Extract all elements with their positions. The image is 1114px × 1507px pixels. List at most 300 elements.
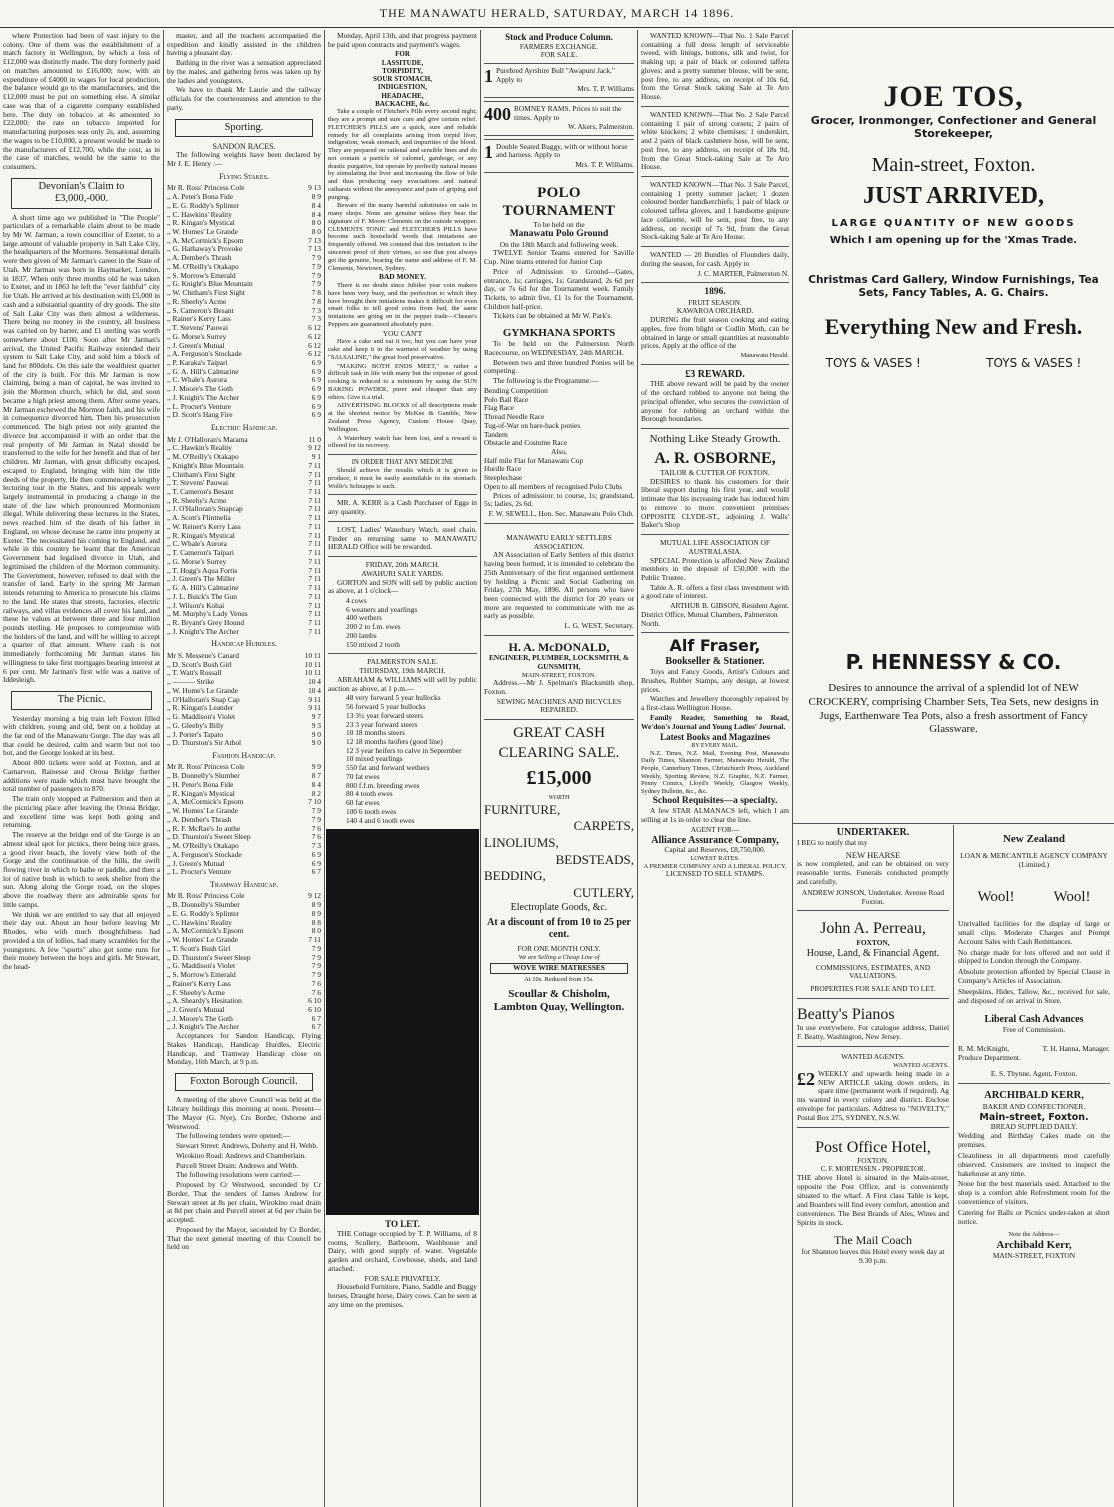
joe-toys-left: TOYS & VASES ! bbox=[825, 355, 921, 370]
column-3 bbox=[325, 30, 480, 1507]
sale-location: Lambton Quay, Wellington. bbox=[493, 1000, 625, 1013]
ad-paragraph: Wedding and Birthday Cakes made on the premises. bbox=[958, 1131, 1110, 1149]
horse-weight: 7 6 bbox=[311, 978, 321, 988]
horse-name: ,, G. Hathaway's Provoke bbox=[167, 244, 243, 254]
sale-item: 200 2 to f.m. ewes bbox=[346, 622, 401, 632]
ad-number: 1 bbox=[484, 66, 493, 87]
article-paragraph: The reserve at the bridge end of the Gorge is an almost ideal spot for picnics, there being nice grass, a good river beach, the lovely view both of the Gorge and the continuation of the hills, the swift flowing river in which to bathe or paddle, and then a lot of native bush in which to seek shelter from the sun. Along along the Gorge road, on the slopes above the roadway there are admirable spots for little camps. bbox=[3, 830, 160, 909]
ad-number: 1 bbox=[484, 141, 493, 162]
divider bbox=[797, 1127, 949, 1128]
horse-weight: 8 4 bbox=[311, 209, 321, 219]
sub-heading: COMMISSIONS, ESTIMATES, AND VALUATIONS. bbox=[815, 962, 931, 981]
section-heading: Stock and Produce Column. bbox=[505, 32, 613, 42]
ailment: SOUR STOMACH, bbox=[373, 75, 432, 84]
hotel-title: Post Office Hotel, bbox=[815, 1138, 931, 1156]
ad-signature: W. Akers, Palmerston. bbox=[567, 121, 634, 131]
column-2 bbox=[164, 30, 324, 1507]
horse-weight: 7 11 bbox=[308, 609, 321, 619]
horse-weight: 8 0 bbox=[311, 926, 321, 936]
joe-toys bbox=[793, 356, 1114, 370]
sub-heading: FARMERS EXCHANGE. bbox=[519, 41, 599, 51]
race-list bbox=[167, 436, 321, 637]
horse-name: ,, W. Reiner's Kerry Lass bbox=[167, 521, 241, 531]
horse-weight: 7 11 bbox=[308, 548, 321, 558]
horse-name: ,, J. Knight's The Archer bbox=[167, 1022, 240, 1032]
ad-paragraph: Absolute protection afforded by Special Clause in Company's Articles of Association. bbox=[958, 967, 1110, 986]
horse-weight: 7 11 bbox=[308, 495, 321, 505]
divider bbox=[958, 1083, 1110, 1084]
horse-name: ,, T. Stevens' Pauwai bbox=[167, 323, 228, 333]
sale-line: We are Selling a Cheap Line of bbox=[518, 953, 600, 961]
horse-weight: 7 11 bbox=[308, 565, 321, 575]
nz-title: New Zealand bbox=[1002, 833, 1066, 845]
race-list bbox=[167, 763, 321, 877]
horse-weight: 7 3 bbox=[311, 314, 321, 324]
horse-weight: 9 12 bbox=[308, 443, 321, 453]
horse-weight: 8 0 bbox=[311, 218, 321, 228]
sale-good: CARPETS, bbox=[573, 818, 634, 834]
ad-block bbox=[484, 101, 634, 136]
ad-paragraph: THE above Hotel is situated in the Main-street, opposite the Post Office, and is conveniently situated to the wharf. A First class Table is kept, and Boarders will find every comfort, attention and convenience. The Best Brands of Ales, Wines and Spirits in stock. bbox=[797, 1173, 949, 1227]
horse-weight: 8 9 bbox=[311, 192, 321, 202]
horse-name: ,, J. Moore's The Goth bbox=[167, 1013, 233, 1023]
event-item: Hurdle Race bbox=[484, 464, 522, 474]
gymkhana-title: GYMKHANA SPORTS bbox=[502, 327, 616, 340]
horse-name: ,, E. G. Roddy's Splinter bbox=[167, 200, 239, 210]
divider bbox=[328, 454, 477, 455]
divider bbox=[328, 653, 477, 654]
column-6 bbox=[793, 825, 953, 1507]
event-list bbox=[484, 387, 634, 492]
horse-weight: 8 4 bbox=[311, 200, 321, 210]
sale-date: FRIDAY, 20th MARCH. bbox=[365, 560, 440, 570]
horse-name: Mr R. Ross' Princess Cole bbox=[167, 762, 245, 772]
sale-item: 13 3½ year forward steers bbox=[346, 710, 423, 720]
event-item: Tandem bbox=[484, 429, 508, 439]
ad-paragraph: Toys and Fancy Goods, Artist's Colours and Brushes, Rubber Stamps, any design, at lowest prices. bbox=[641, 667, 789, 694]
race-list bbox=[167, 184, 321, 420]
sale-good: BEDDING, bbox=[484, 868, 546, 884]
sub-heading: SEWING MACHINES AND BICYCLES REPAIRED. bbox=[496, 696, 622, 715]
ad-paragraph: Watches and Jewellery thoroughly repaired by a first-class Wellington House. bbox=[641, 694, 789, 713]
ad-signature: Mrs. T. P. Williams. bbox=[575, 159, 634, 169]
horse-weight: 7 11 bbox=[308, 478, 321, 488]
horse-weight: 9 1 bbox=[311, 452, 321, 462]
horse-name: Mr R. Ross' Princess Cole bbox=[167, 891, 245, 901]
joe-name: JOE TOS, bbox=[883, 80, 1024, 113]
ad-paragraph: Household Furniture, Piano, Saddle and Buggy horses, Draught horse, Dairy cows. Can be seen at any time on the premises. bbox=[328, 1282, 477, 1309]
article-paragraph: A short time ago we published in "The People" particulars of a remarkable claim about to be made by Mr W. Jarman, a town councillor of Exeter, to a large amount of valuable property in Salt Lake City, the headquarters of the Mormons. Sensational details were then given of Mr Jarman's career in the State of Utah. Mr Jarman was born in Haymarket, London, in 1837. When only three months old he was taken to Exeter, and in 1863 he left the "ever faithful" city for Utah. He arrived at his destination with £5,000 in cash and a substantial quantity of dry goods. The site of Salt Lake City was then almost a wilderness. There being no money in the country, all business was carried on by barter, and £1 sterling was worth somewhere about £100. Soon after Mr Jarman's arrival, the United Pacific Railway extended their system to Salt Lake City, and sold him a block of land for 800dols. On this sale the wealthiest quarter of the city is built. For this Mr Jarman is now claiming, being a man of capital, he was invited to join the Mormon church, which he did, and soon became a high priest among them. After some years, Mr Jarman eschewed the Mormon faith, and his wife in consequence divorced him. Then his prosecution commenced. The high priest not only granted the divorce but accompanied it with an order that the real property of Mr Jarman in Natal should be transferred to the wife for her benefit and that of her children. Mr Jarman, with great difficulty escaped, escaped to England, bringing with him the title deeds of the property. He then commenced a lengthy lecturing tour in the States, and his appeals were largely instrumental in producing a change in the state of the law which pronounced Mormonism illegal. While delivering these lectures in the States, news reached him of the death of his father in England, on whose decease he came into property at Exeter. The necessitated his coming to England, and while in this country he learnt that the American Government had legalised divorce in Utah, and legitimised the children of the Mormon community. The Government, however, refused to deal with the transfer of land. Early in the spring Mr Jarman intends returning to America to prosecute his claims to the land. He states that streets, factories, electric railways, and villas evidences all cover his land, and these he values at between three and four million pounds sterling. He proposes to compromise with the holders of the land, and will be willing to accept a quarter of that amount. Where cash is not immediately forthcoming Mr Jarman states his willingness to take first mortgages bearing interest at 6 per cent. Mr Jarman's first wife was a native of Iddesleigh. bbox=[3, 212, 161, 685]
redacted-block bbox=[326, 829, 479, 1215]
horse-name: ,, R. Kingan's Mystical bbox=[167, 530, 235, 540]
sale-items bbox=[328, 597, 477, 649]
horse-weight: 7 9 bbox=[311, 261, 321, 271]
horse-weight: 7 9 bbox=[311, 961, 321, 971]
sub-heading: MANAWATU EARLY SETTLERS ASSOCIATION. bbox=[506, 532, 612, 551]
ailments-list bbox=[328, 59, 477, 109]
horse-name: ,, A. Scott's Flintnelia bbox=[167, 513, 231, 523]
sub-heading: Latest Books and Magazines bbox=[660, 732, 770, 743]
horse-name: ,, W. Chitham's First Sight bbox=[167, 288, 245, 298]
horse-weight: 6 9 bbox=[311, 375, 321, 385]
reward-heading: £3 REWARD. bbox=[685, 368, 745, 380]
sale-item: 4 cows bbox=[346, 596, 367, 605]
race-title: Electric Handicap. bbox=[210, 423, 278, 433]
article-paragraph: where Protection had been of vast injury to the colony. One of them was the establishment of a match factory in Wellington, by which a loss of £12,000 was distinctly made. The duty formerly paid on matches amounted to £16,000; now, with an expenditure of £4000 in wages for local production, the balance would go to the manufacturers, and the £12,000 must be put on something else. A similar case was that of a cigarette company established here. The duty on tobacco at 4s amounted to £22,000; the rate on tobacco imported for manufacturing purposes was only 2s, and, assuming the wages to be £10,000, a present would be made to the manufacturers of £12,700, while the cost, as in the case of matches, would be the same to the consumers. bbox=[3, 31, 160, 172]
horse-weight: 6 9 bbox=[311, 849, 321, 859]
joe-street: Main-street, Foxton. bbox=[871, 154, 1036, 177]
horse-weight: 7 11 bbox=[308, 556, 321, 566]
horse-weight: 7 11 bbox=[308, 935, 321, 945]
event-item: Polo Ball Race bbox=[484, 394, 529, 404]
sub-heading: WANTED AGENTS. bbox=[893, 1061, 949, 1069]
ad-paragraph: "MAKING BOTH ENDS MEET," is rather a difficult task in life with many but the expense of good cooking is reduced to a minimum by using the SUN BAKING POWDER, purer and cheaper than any others. Give it a trial. bbox=[328, 362, 477, 401]
article-paragraph: Proposed by the Mayor, seconded by Cr Border, That the next general meeting of this Council be held on bbox=[167, 1224, 321, 1252]
ad-heading: BAD MONEY. bbox=[379, 272, 426, 282]
sale-good: CUTLERY, bbox=[573, 884, 634, 900]
ad-signature: Mrs. T. P. Williams bbox=[577, 84, 634, 94]
ad-heading: TO LET. bbox=[385, 1219, 420, 1230]
beatty-title: Beatty's Pianos bbox=[797, 1006, 895, 1024]
masthead: THE MANAWATU HERALD, SATURDAY, MARCH 14 1896. bbox=[0, 0, 1114, 28]
horse-weight: 6 12 bbox=[308, 323, 321, 333]
divider bbox=[328, 521, 477, 522]
horse-weight: 6 7 bbox=[311, 1013, 321, 1023]
horse-name: ,, J. Wilson's Kohai bbox=[167, 600, 225, 610]
sub-heading: FOXTON, bbox=[856, 937, 890, 947]
horse-name: ,, ——— Strike bbox=[167, 677, 215, 687]
kerr-title: ARCHIBALD KERR, bbox=[984, 1090, 1084, 1102]
race-list bbox=[167, 652, 321, 748]
horse-weight: 6 9 bbox=[311, 366, 321, 376]
ad-text: Double Seated Buggy, with or without horse and harness. Apply to bbox=[496, 141, 628, 160]
race-title: Flying Stakes. bbox=[219, 171, 269, 181]
horse-weight: 7 9 bbox=[311, 270, 321, 280]
sub-heading: PROPERTIES FOR SALE AND TO LET. bbox=[810, 984, 936, 994]
divider bbox=[484, 635, 634, 636]
horse-name: ,, T. Hogg's Aqua Fortis bbox=[167, 565, 238, 575]
horse-name: ,, R. Kingan's Leander bbox=[167, 703, 234, 713]
race-title: Fashion Handicap. bbox=[212, 751, 276, 760]
horse-name: ,, G. Knight's Blue Mountain bbox=[167, 279, 253, 289]
horse-name: ,, C. Hawkins' Reality bbox=[167, 209, 232, 219]
horse-name: ,, G. A. Hill's Calmarine bbox=[167, 366, 239, 376]
ad-paragraph: Should achieve the results which it is given to produce, it must be easily assimilable to the stomach. Wolfe's Schnapps is such. bbox=[328, 467, 477, 490]
horse-name: ,, J. Green's Mutual bbox=[167, 1004, 225, 1014]
sale-item: 80 4 tooth ewes bbox=[346, 789, 393, 799]
ad-paragraph: There is no doubt since Jubilee year coin makers have been very busy, and the perfection to which they have brought their imitations makes it difficult for even smart folks to tell good coins from bad, the same imitations are going on in the pepper trade—Chease's Peppers are guaranteed absolutely pure. bbox=[328, 282, 477, 328]
race-entry bbox=[167, 739, 321, 748]
sale-items bbox=[328, 694, 477, 825]
divider bbox=[328, 556, 477, 557]
horse-name: ,, B. Donnelly's Slumber bbox=[167, 900, 240, 910]
ad-paragraph: The following is the Programme:— bbox=[493, 376, 599, 386]
sale-item: 140 4 and 6 tooth ewes bbox=[346, 815, 415, 825]
article-heading: Sporting. bbox=[175, 119, 313, 137]
horse-name: ,, D. Thurston's Sir Athol bbox=[167, 738, 242, 748]
horse-weight: 9 11 bbox=[308, 694, 321, 704]
horse-weight: 9 12 bbox=[308, 891, 321, 901]
liberal-title: Liberal Cash Advances bbox=[984, 1013, 1084, 1025]
article-paragraph: We have to thank Mr Laurie and the railway officials for the courteousness and attention to the party. bbox=[167, 85, 321, 112]
sub-heading: BAKER AND CONFECTIONER. bbox=[982, 1101, 1086, 1111]
horse-name: ,, A. Ferguson's Stockade bbox=[167, 349, 242, 359]
horse-name: ,, E. G. Roddy's Splinter bbox=[167, 908, 239, 918]
column-7 bbox=[954, 825, 1114, 1507]
ad-paragraph: DURING the fruit season cooking and eating apples, free from blight or Codlin Moth, can be obtained in large or small quantities at reasonable prices. Apply at the office of the bbox=[641, 315, 789, 351]
sale-title: PALMERSTON SALE. bbox=[367, 657, 438, 667]
horse-weight: 7 9 bbox=[311, 279, 321, 289]
horse-name: ,, W. Homes' Le Grande bbox=[167, 806, 238, 816]
hennessy-name: P. HENNESSY & CO. bbox=[845, 650, 1062, 674]
ad-paragraph: Tickets can be obtained at Mr W. Park's. bbox=[493, 311, 613, 321]
horse-name: ,, J. Green's The Miller bbox=[167, 574, 235, 584]
sale-item: 400 wethers bbox=[346, 613, 382, 623]
ad-signature: ANDREW JONSON, Undertaker. Avenue Road Foxton. bbox=[801, 887, 945, 906]
horse-name: ,, J. Green's Mutual bbox=[167, 858, 225, 868]
horse-weight: 7 10 bbox=[308, 797, 321, 807]
sub-heading: Free of Commission. bbox=[1002, 1024, 1066, 1034]
sale-date: THURSDAY, 19th MARCH. bbox=[359, 666, 446, 676]
ad-signature: ARTHUR B. GIBSON, Resident Agent. bbox=[670, 601, 789, 611]
horse-name: ,, J. Knight's The Archer bbox=[167, 626, 240, 636]
sub-heading: ENGINEER, PLUMBER, LOCKSMITH, & GUNSMITH, bbox=[488, 653, 630, 671]
joe-toys-right: TOYS & VASES ! bbox=[986, 355, 1082, 370]
horse-name: ,, C. Whale's Aurora bbox=[167, 539, 227, 549]
divider bbox=[641, 428, 789, 429]
horse-weight: 9 7 bbox=[311, 712, 321, 722]
horse-name: ,, G. Gleeby's Billy bbox=[167, 720, 224, 730]
horse-weight: 7 11 bbox=[308, 574, 321, 584]
ad-paragraph: Beware of the many harmful substitutes on sale in many shops. None are genuine unless they bear the signature of F. Moore Clements on the outside wrapper. CLEMENTS TONIC and FLETCHER'S PILLS have become such household words that imitations are frequently offered. We contend that this imitation is the sincerest proof of their virtues, so see that you always get the genuine, bearing the name and address of F. M. Clements, Newtown, Sydney. bbox=[328, 202, 477, 272]
horse-name: ,, D. Thurston's Sweet Sleep bbox=[167, 952, 251, 962]
sale-item: 12 18 months heifers (good line) bbox=[346, 737, 443, 747]
divider bbox=[484, 523, 634, 524]
sale-good: FURNITURE, bbox=[484, 801, 561, 817]
event-item: Obstacle and Costume Race bbox=[484, 438, 568, 448]
ad-paragraph: MR. A. KERR is a Cash Purchaser of Eggs in any quantity. bbox=[328, 498, 477, 517]
ad-paragraph: WANTED KNOWN—That No. 1 Sale Parcel containing a full dress length of serviceable tweed, with linings, buttons, silk and twist, for making up; a pair of black or coloured taffeta gloves; and a pretty summer blouse, will be sent, post free, to any address, on receipt of 10s 6d, from the Great Stock taking Sale at Te Aro House. bbox=[641, 31, 789, 102]
sale-item: 56 forward 5 year bullocks bbox=[346, 702, 426, 712]
article-paragraph: Stewart Street: Andrews, Doherty and H. Webb. bbox=[176, 1141, 318, 1151]
column-4 bbox=[481, 30, 637, 1507]
fraser-title: Alf Fraser, bbox=[669, 636, 761, 656]
horse-weight: 6 12 bbox=[308, 349, 321, 359]
polo-sub: To be held on the bbox=[533, 219, 585, 229]
ad-paragraph: Address.—Mr J. Spelman's Blacksmith shop, Foxton. bbox=[484, 678, 634, 696]
horse-weight: 6 10 bbox=[308, 996, 321, 1006]
horse-weight: 7 11 bbox=[308, 600, 321, 610]
ad-signature: J. C. MARTER, Palmerston N. bbox=[697, 268, 789, 278]
sub-heading: KAWAROA ORCHARD. bbox=[676, 306, 754, 316]
horse-name: ,, A. Ferguson's Stockade bbox=[167, 849, 242, 859]
fraser-sub: Bookseller & Stationer. bbox=[665, 656, 765, 668]
horse-weight: 6 9 bbox=[311, 358, 321, 368]
ad-paragraph: Family Reader, Something to Read, We'don's Journal and Young Ladies' Journal. bbox=[641, 712, 789, 731]
sub-heading: Main-street, Foxton. bbox=[979, 1111, 1089, 1123]
sale-item: 23 3 year forward steers bbox=[346, 719, 418, 729]
ad-heading: FOR SALE PRIVATELY. bbox=[364, 1273, 441, 1283]
horse-name: Mr S. Messene's Canard bbox=[167, 650, 239, 660]
race-entry bbox=[167, 868, 321, 877]
horse-weight: 7 8 bbox=[311, 296, 321, 306]
ad-paragraph: WANTED — 20 Bundles of Flounders daily, during the season, for cash. Apply to bbox=[641, 250, 789, 268]
sub-heading: LOWEST RATES. bbox=[690, 855, 740, 863]
sub-heading: FRUIT SEASON. bbox=[688, 297, 742, 307]
horse-weight: 7 11 bbox=[308, 539, 321, 549]
sub-heading: FOR SALE. bbox=[540, 50, 578, 60]
horse-name: ,, G. A. Hill's Calmarine bbox=[167, 583, 239, 593]
agents-amount: £2 bbox=[797, 1068, 815, 1089]
article-heading: Devonian's Claim to £3,000,-000. bbox=[11, 178, 152, 209]
horse-name: ,, A. Dember's Thrash bbox=[167, 253, 232, 263]
ad-heading: IN ORDER THAT ANY MEDICINE bbox=[351, 459, 454, 467]
manager-left: R. M. McKnight, Produce Department. bbox=[958, 1043, 1021, 1062]
horse-name: ,, C. Whale's Aurora bbox=[167, 375, 227, 385]
divider bbox=[793, 823, 1114, 824]
horse-weight: 9 9 bbox=[311, 762, 321, 772]
divider bbox=[641, 176, 789, 177]
joe-tos-ad bbox=[793, 80, 1114, 370]
joe-everything: Everything New and Fresh. bbox=[824, 313, 1083, 339]
sale-signature: Scoullar & Chisholm, bbox=[508, 987, 610, 1000]
horse-weight: 7 6 bbox=[311, 987, 321, 997]
ad-paragraph: Have a cake and eat it too, but you can have your cake and keep it in the warmest of weather by using "SALSALINE," the great food preservative. bbox=[328, 338, 477, 361]
ad-number: 400 bbox=[484, 103, 511, 124]
horse-weight: 7 11 bbox=[308, 504, 321, 514]
divider bbox=[797, 910, 949, 911]
ad-paragraph: THE Cottage occupied by T. P. Williams, of 8 rooms, Scullery, Bathroom, Washhouse and Dairy, with good supply of water. Vegetable garden and orchard, Cowhouse, sheds, and land attached. bbox=[328, 1228, 477, 1273]
horse-name: ,, R. Bryant's Grey Hound bbox=[167, 618, 245, 628]
ad-paragraph: Unrivalled facilities for the display of large or small clips. Moderate Charges and Prompt Account Sales with Cash Remittances. bbox=[958, 918, 1110, 946]
sale-good: LINOLIUMS, bbox=[484, 835, 559, 851]
horse-weight: 7 11 bbox=[308, 487, 321, 496]
sub-heading: SANDON RACES. bbox=[212, 141, 276, 151]
ad-paragraph: Price of Admission to Ground—Gates, entrance, 1s; carriages, 1s; Grandstand, 2s 6d per day, or 7s 6d for the Tournament week. Family Tickets, to admit five, £1 1s for the Tournament. Children half-price. bbox=[484, 266, 634, 311]
ad-block bbox=[484, 63, 634, 98]
horse-name: ,, R. Sheehy's Acme bbox=[167, 495, 227, 505]
sub-heading: TAILOR & CUTTER OF FOXTON. bbox=[660, 467, 770, 477]
sub-heading: C. F. MORTENSEN - PROPRIETOR. bbox=[820, 1166, 926, 1174]
sub-heading: MUTUAL LIFE ASSOCIATION OF AUSTRALASIA. bbox=[660, 538, 770, 556]
sub-heading: NEW HEARSE bbox=[845, 849, 901, 860]
race-list bbox=[167, 892, 321, 1032]
sale-item: 150 mixed 2 tooth bbox=[346, 639, 400, 649]
horse-name: ,, M. O'Reilly's Otakapo bbox=[167, 261, 239, 271]
horse-weight: 7 11 bbox=[308, 469, 321, 479]
sale-item: 100 6 tooth ewes bbox=[346, 806, 397, 816]
sub-heading: House, Land, & Financial Agent. bbox=[806, 947, 940, 959]
ad-paragraph: To be held on the Palmerston North Racecourse, on WEDNESDAY, 24th MARCH. bbox=[484, 339, 634, 357]
alliance-title: Alliance Assurance Company, bbox=[651, 834, 779, 846]
event-item: Bending Competition bbox=[484, 385, 548, 395]
article-paragraph: Bathing in the river was a sensation appreciated by the males, and gathering ferns was taken up by the ladies and youngsters. bbox=[167, 58, 321, 85]
horse-name: ,, W. Home's Le Grande bbox=[167, 685, 238, 695]
joe-xmas: Which I am opening up for the 'Xmas Trade. bbox=[829, 235, 1078, 247]
sale-amount: £15,000 bbox=[526, 767, 592, 790]
joe-trade: Grocer, Ironmonger, Confectioner and General Storekeeper, bbox=[810, 114, 1097, 141]
sale-item: 70 fat ewes bbox=[346, 771, 380, 781]
horse-name: ,, Rainer's Kerry Lass bbox=[167, 978, 231, 988]
horse-weight: 7 11 bbox=[308, 618, 321, 628]
divider bbox=[484, 719, 634, 720]
horse-weight: 6 7 bbox=[311, 1022, 321, 1032]
horse-name: ,, T. Watt's Rossall bbox=[167, 668, 222, 678]
ad-paragraph: In use everywhere. For catalogue address, Daniel F. Beatty, Washington, New Jersey. bbox=[797, 1023, 949, 1042]
sale-line: At 10s. Reduced from 15s. bbox=[524, 976, 594, 984]
ad-block bbox=[484, 139, 634, 174]
horse-name: ,, J. O'Halloran's Snapcap bbox=[167, 504, 243, 514]
horse-weight: 7 11 bbox=[308, 513, 321, 523]
kerr-signature: Archibald Kerr, bbox=[996, 1238, 1072, 1251]
horse-name: ,, J. Porter's Tapato bbox=[167, 729, 224, 739]
event-item: Open to all members of recognised Polo Clubs bbox=[484, 481, 623, 491]
sub-heading: BREAD SUPPLIED DAILY. bbox=[990, 1122, 1078, 1132]
horse-name: ,, B. Donnelly's Slumber bbox=[167, 771, 240, 781]
horse-weight: 7 6 bbox=[311, 832, 321, 842]
ad-signature: L. G. WEST, Secretary. bbox=[564, 621, 634, 631]
article-paragraph: About 800 tickets were sold at Foxton, and at Carnarvon, Rainesse and Oroua Bridge further additions were made which must have brought the total number of passengers to 870. bbox=[3, 758, 160, 794]
sale-good: BEDSTEADS, bbox=[555, 851, 634, 867]
horse-weight: 7 13 bbox=[308, 235, 321, 245]
event-item: Flag Race bbox=[484, 403, 514, 413]
polo-date: On the 18th March and following week. bbox=[499, 239, 619, 249]
horse-weight: 10 11 bbox=[304, 668, 321, 678]
horse-weight: 9 11 bbox=[308, 703, 321, 713]
ad-heading: FOR bbox=[395, 50, 410, 59]
ad-paragraph: Prices of admission: to course, 1s; grandstand, 5s; ladies, 2s 6d. bbox=[484, 490, 634, 509]
sale-worth: WORTH bbox=[548, 794, 570, 801]
column-5 bbox=[638, 30, 792, 1507]
horse-name: ,, D. Scott's Bush Girl bbox=[167, 659, 232, 669]
sub-heading: LICENSED TO SELL STAMPS. bbox=[665, 869, 765, 879]
horse-name: ,, A. McCormick's Epsom bbox=[167, 926, 244, 936]
article-paragraph: The following weights have been declared by Mr J. E. Henry :— bbox=[167, 150, 321, 169]
ad-paragraph: Cleanliness in all departments most carefully observed. Customers are invited to inspect the bakehouse at any time. bbox=[958, 1150, 1110, 1178]
horse-name: ,, T. Stevens' Pauwai bbox=[167, 478, 228, 488]
horse-name: ,, S. Morrow's Emerald bbox=[167, 970, 236, 980]
ailment: INDIGESTION, bbox=[377, 83, 428, 92]
sale-electro: Electroplate Goods, &c. bbox=[510, 901, 608, 913]
sale-goods bbox=[484, 802, 634, 902]
horse-name: Mr R. Ross' Princess Cole bbox=[167, 183, 245, 193]
ad-paragraph: A Waterbury watch has been lost, and a reward is offered for its recovery. bbox=[328, 434, 477, 450]
ad-paragraph: for Shannon leaves this Hotel every week day at 9.30 p.m. bbox=[801, 1246, 945, 1265]
horse-weight: 9 13 bbox=[308, 183, 321, 193]
ad-text: ROMNEY RAMS. Prices to suit the times. Apply to bbox=[514, 103, 622, 122]
article-paragraph: The following resolutions were carried:— bbox=[176, 1170, 301, 1180]
divider bbox=[641, 246, 789, 247]
address: MAIN-STREET, FOXTON bbox=[992, 1250, 1076, 1260]
ad-signature: F. W. SEWELL, Hon. Sec. Manawatu Polo Club. bbox=[488, 509, 634, 519]
sale-item: 200 lambs bbox=[346, 630, 377, 640]
divider bbox=[797, 1046, 949, 1047]
address: MAIN-STREET, FOXTON. bbox=[522, 671, 596, 679]
race-entry bbox=[167, 628, 321, 637]
divider bbox=[641, 282, 789, 283]
wool-row bbox=[958, 888, 1110, 906]
sale-item: 12 3 year heifers to calve in September bbox=[346, 745, 462, 755]
ad-paragraph: AN Association of Early Settlers of this district having been formed, it is intended to celebrate the 25th Anniversary of the first organised settlement by holding a Picnic and Social Gathering on Friday, 27th May, 1896. All persons who have been connected with the district for 20 years or more are requested to communicate with me as early as possible. bbox=[484, 550, 634, 621]
horse-weight: 8 4 bbox=[311, 779, 321, 789]
sale-wove: WOVE WIRE MATRESSES bbox=[490, 963, 628, 974]
divider bbox=[641, 106, 789, 107]
horse-name: ,, M. O'Reilly's Otakapo bbox=[167, 452, 239, 462]
hennessy-ad bbox=[793, 650, 1114, 745]
sub-heading: FOXTON. bbox=[857, 1156, 889, 1166]
joe-arrived: JUST ARRIVED, bbox=[863, 183, 1044, 210]
horse-name: ,, T. Scott's Bush Girl bbox=[167, 943, 231, 953]
